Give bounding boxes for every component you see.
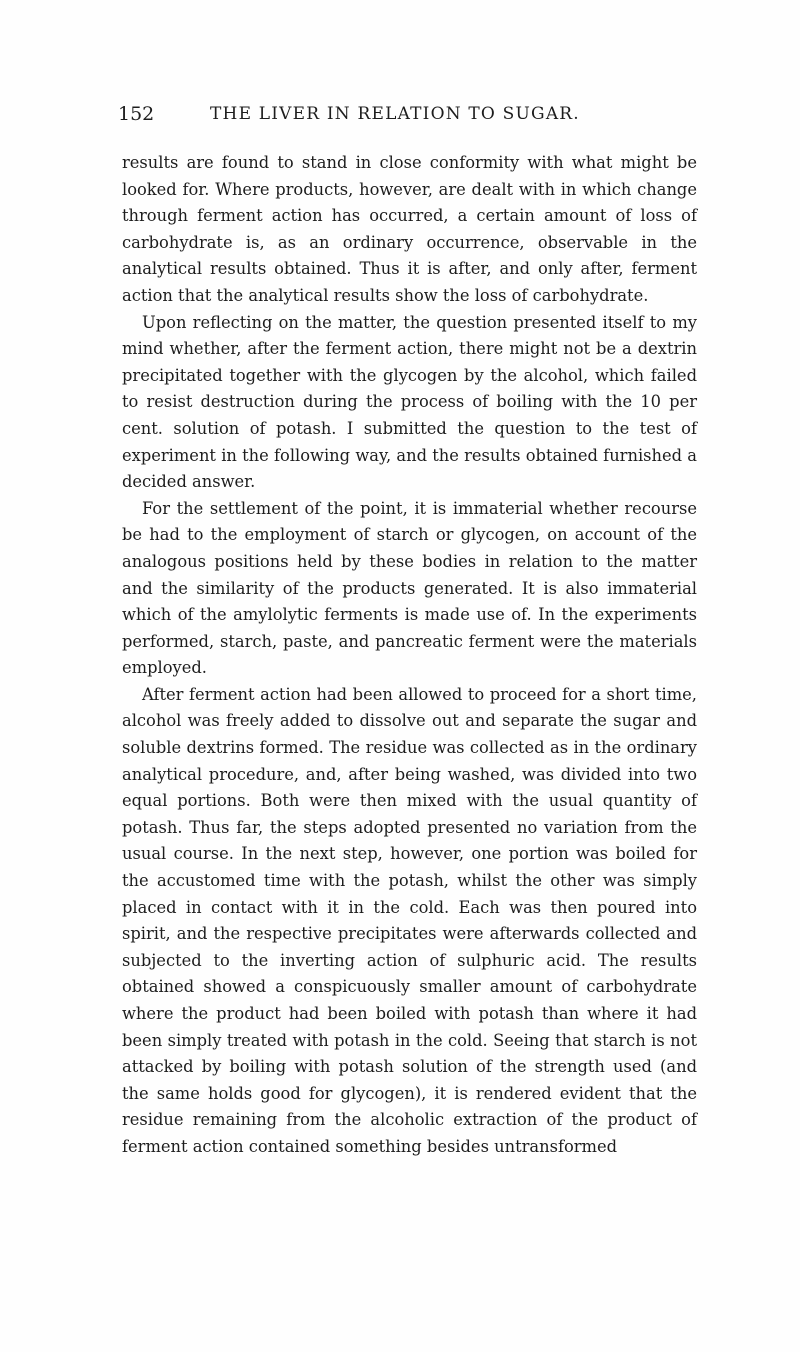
- paragraph: Upon reflecting on the matter, the question presented itself to my mind whether, after the ferment action, there might not be a dextrin precipitated together with the glycogen by the alcohol, which failed to resist destruction during the process of boiling with the 10 per cent. solution of potash. I submitted the question to the test of experiment in the following way, and the results obtained furnished a decided answer.: [122, 312, 697, 492]
- paragraph: After ferment action had been allowed to proceed for a short time, alcohol was freely added to dissolve out and separate the sugar and soluble dextrins formed. The residue was collected as in the ordinary analytical procedure, and, after being washed, was divided into two equal portions. Both were then mixed with the usual quantity of potash. Thus far, the steps adopted presented no variation from the usual course. In the next step, however, one portion was boiled for the accustomed time with the potash, whilst the other was simply placed in contact with it in the cold. Each was then poured into spirit, and the respective precipitates were afterwards collected and subjected to the inverting action of sulphuric acid. The results obtained showed a conspicuously smaller amount of carbohydrate where the product had been boiled with potash than where it had been simply treated with potash in the cold. Seeing that starch is not attacked by boiling with potash solution of the strength used (and the same holds good for glycogen), it is rendered evident that the residue remaining from the alcoholic extraction of the product of ferment action contained something besides untransformed: [122, 684, 697, 1156]
- paragraph: For the settlement of the point, it is immaterial whether recourse be had to the employment of starch or glycogen, on account of the analogous positions held by these bodies in relation to the matter and the similarity of the products generated. It is also immaterial which of the amylolytic ferments is made use of. In the experiments performed, starch, paste, and pancreatic ferment were the materials employed.: [122, 498, 697, 678]
- paragraph-continuation: results are found to stand in close conformity with what might be looked for. Where products, however, are dealt with in which change through ferment action has occurred, a certain amount of loss of carbohydrate is, as an ordinary occurrence, observable in the analytical results obtained. Thus it is after, and only after, ferment action that the analytical results show the loss of carbohydrate.: [122, 153, 697, 305]
- running-head: THE LIVER IN RELATION TO SUGAR.: [210, 104, 580, 124]
- page-number: 152: [118, 103, 155, 125]
- body-text: [122, 150, 697, 1161]
- page-header: [120, 103, 695, 127]
